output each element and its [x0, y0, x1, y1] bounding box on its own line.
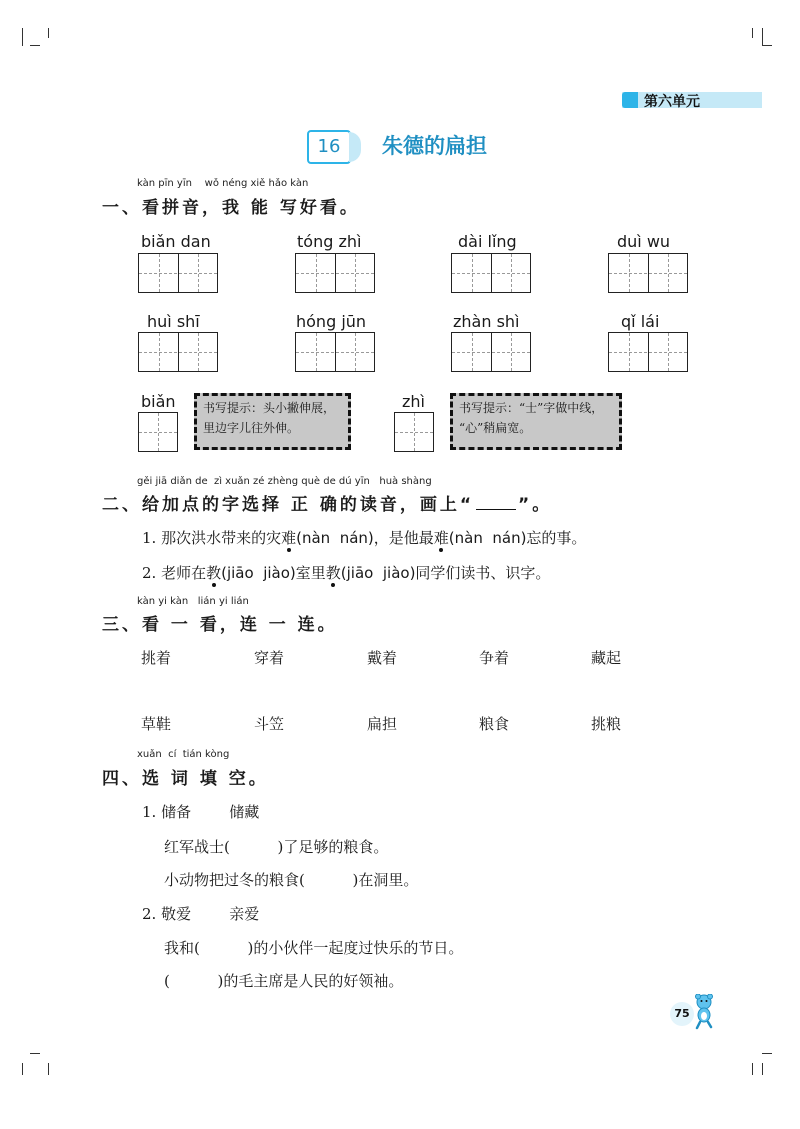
- q2-options-b[interactable]: (jiāo jiào)同学们读书、识字。: [340, 564, 551, 582]
- lesson-title: 朱德的扁担: [382, 134, 487, 158]
- section2-title: [102, 490, 552, 515]
- writing-tip: [450, 393, 622, 450]
- word-choices: 2. 敬爱 亲爱: [142, 905, 260, 923]
- match-word-top[interactable]: 争着: [479, 649, 510, 667]
- match-word-bottom[interactable]: 粮食: [479, 715, 510, 733]
- pinyin-word: qǐ lái: [621, 312, 660, 331]
- writing-grid[interactable]: [138, 253, 218, 293]
- pinyin-word: hóng jūn: [296, 312, 367, 331]
- crop-mark: [22, 28, 23, 46]
- section2-title-a: 二、给加点的字选择 正 确的读音，画上“: [102, 495, 475, 515]
- bear-mascot-icon: [692, 994, 716, 1030]
- crop-mark: [762, 1063, 763, 1075]
- crop-mark: [30, 45, 40, 46]
- pinyin-word: dài lǐng: [458, 232, 517, 251]
- unit-tab-bar: [622, 92, 638, 108]
- dotted-char: 难: [281, 529, 297, 547]
- question-line: [142, 527, 586, 548]
- fill-sentence[interactable]: ( )的毛主席是人民的好领袖。: [164, 972, 404, 990]
- crop-mark: [752, 28, 753, 38]
- match-word-bottom[interactable]: 斗笠: [254, 715, 285, 733]
- writing-grid[interactable]: [608, 332, 688, 372]
- writing-grid[interactable]: [451, 253, 531, 293]
- word-choices: 1. 储备 储藏: [142, 803, 260, 821]
- writing-grid-single[interactable]: [394, 412, 434, 452]
- answer-line-sample: [476, 497, 516, 510]
- writing-grid[interactable]: [608, 253, 688, 293]
- section1-title: 一、看拼音，我 能 写好看。: [102, 198, 360, 218]
- writing-grid[interactable]: [295, 253, 375, 293]
- q2-options-a[interactable]: (jiāo jiào)室里: [221, 564, 326, 582]
- crop-mark: [22, 1063, 23, 1075]
- section1-pinyin: kàn pīn yīn wǒ néng xiě hǎo kàn: [137, 178, 309, 189]
- writing-grid[interactable]: [138, 332, 218, 372]
- match-word-top[interactable]: 穿着: [254, 649, 285, 667]
- match-word-top[interactable]: 藏起: [591, 649, 622, 667]
- question-line: [142, 562, 550, 583]
- section2-pinyin: gěi jiā diǎn de zì xuǎn zé zhèng què de dú yīn huà shàng: [137, 476, 432, 487]
- pinyin-single: zhì: [402, 392, 425, 411]
- section4-pinyin: xuǎn cí tián kòng: [137, 749, 230, 760]
- writing-tip-line: 里边字儿往外伸。: [203, 421, 300, 435]
- dotted-char: 教: [325, 564, 341, 582]
- q1-options-a[interactable]: (nàn nán)，是他最: [296, 529, 434, 547]
- dotted-char: 难: [433, 529, 449, 547]
- crop-mark: [752, 1063, 753, 1075]
- crop-mark: [48, 1063, 49, 1075]
- fill-sentence[interactable]: 我和( )的小伙伴一起度过快乐的节日。: [164, 939, 464, 957]
- crop-mark: [762, 1053, 772, 1054]
- crop-mark: [48, 28, 49, 38]
- q1-text-a: 1. 那次洪水带来的灾: [142, 529, 282, 547]
- pinyin-word: tóng zhì: [297, 232, 362, 251]
- match-word-top[interactable]: 戴着: [367, 649, 398, 667]
- q1-options-b[interactable]: (nàn nán)忘的事。: [448, 529, 587, 547]
- pinyin-word: huì shī: [147, 312, 200, 331]
- pinyin-word: duì wu: [617, 232, 671, 251]
- match-word-top[interactable]: 挑着: [141, 649, 172, 667]
- dotted-char: 教: [206, 564, 222, 582]
- writing-tip: [194, 393, 351, 450]
- section3-pinyin: kàn yi kàn lián yi lián: [137, 596, 249, 607]
- writing-tip-line: 书写提示：“士”字做中线，: [459, 401, 604, 415]
- match-word-bottom[interactable]: 扁担: [367, 715, 398, 733]
- writing-tip-line: “心”稍扁宽。: [459, 421, 532, 435]
- lesson-number-tail: [349, 132, 361, 162]
- writing-grid[interactable]: [451, 332, 531, 372]
- crop-mark: [30, 1053, 40, 1054]
- q2-text-a: 2. 老师在: [142, 564, 207, 582]
- match-word-bottom[interactable]: 挑粮: [591, 715, 622, 733]
- pinyin-single: biǎn: [141, 392, 176, 411]
- writing-tip-line: 书写提示：头小撇伸展，: [203, 401, 336, 415]
- fill-sentence[interactable]: 红军战士( )了足够的粮食。: [164, 838, 389, 856]
- section3-title: 三、看 一 看，连 一 连。: [102, 615, 338, 635]
- unit-label: 第六单元: [644, 94, 700, 110]
- writing-grid[interactable]: [295, 332, 375, 372]
- section4-title: 四、选 词 填 空。: [102, 769, 269, 789]
- unit-tab: [622, 92, 762, 108]
- page-number: 75: [670, 1002, 694, 1026]
- fill-sentence[interactable]: 小动物把过冬的粮食( )在洞里。: [164, 871, 419, 889]
- pinyin-word: biǎn dan: [141, 232, 211, 251]
- lesson-number: 16: [307, 130, 351, 164]
- writing-grid-single[interactable]: [138, 412, 178, 452]
- crop-mark: [762, 45, 772, 46]
- section2-title-b: ”。: [518, 495, 553, 515]
- match-word-bottom[interactable]: 草鞋: [141, 715, 172, 733]
- crop-mark: [762, 28, 763, 46]
- pinyin-word: zhàn shì: [453, 312, 520, 331]
